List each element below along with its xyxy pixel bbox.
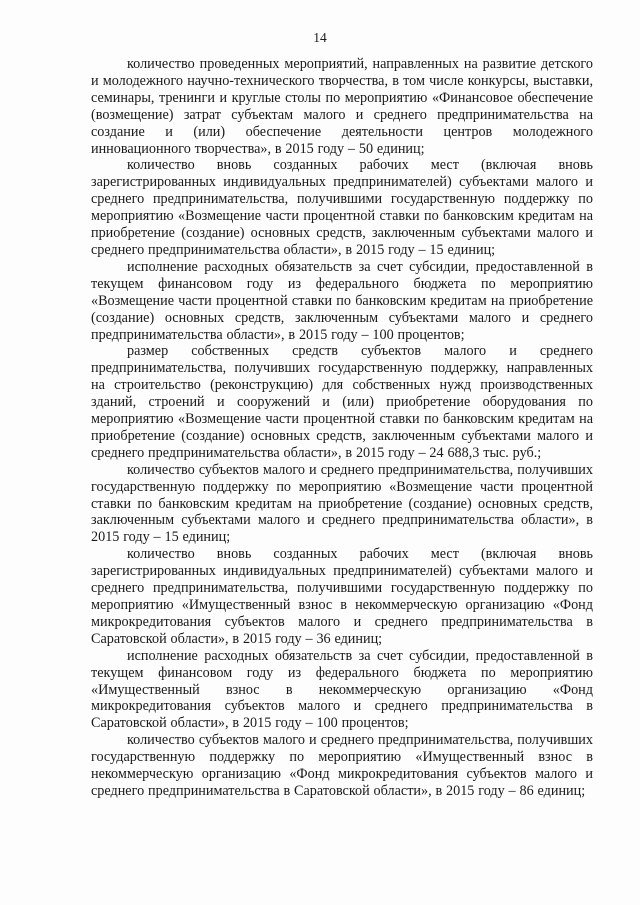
paragraph-subsidy-execution-microcredit: исполнение расходных обязательств за счет субсидии, предоставленной в текущем финансовом году из федерального бюджета по мероприятию «Имущественный взнос в некоммерческую организацию «Фонд микрокредитования субъектов малого и среднего предпринимательства в Саратовской области», в 2015 году – 100 процентов; bbox=[91, 647, 593, 732]
paragraph-subsidy-execution-interest-rate: исполнение расходных обязательств за счет субсидии, предоставленной в текущем финансовом году из федерального бюджета по мероприятию «Возмещение части процентной ставки по банковским кредитам на приобретение (создание) основных средств, заключенным субъектами малого и среднего предпринимательства области», в 2015 году – 100 процентов; bbox=[91, 258, 593, 343]
document-body bbox=[91, 56, 593, 800]
paragraph-jobs-microcredit-fund: количество вновь созданных рабочих мест (включая вновь зарегистрированных индивидуальных предпринимателей) субъектами малого и среднего предпринимательства, получившими государственную поддержку по мероприятию «Имущественный взнос в некоммерческую организацию «Фонд микрокредитования субъектов малого и среднего предпринимательства в Саратовской области», в 2015 году – 36 единиц; bbox=[91, 546, 593, 647]
paragraph-own-funds-amount: размер собственных средств субъектов малого и среднего предпринимательства, получивших государственную поддержку, направленных на строительство (реконструкцию) для собственных нужд производственных зданий, строений и сооружений и (или) приобретение оборудования по мероприятию «Возмещение части процентной ставки по банковским кредитам на приобретение (создание) основных средств, заключенным субъектами малого и среднего предпринимательства области», в 2015 году – 24 688,3 тыс. руб.; bbox=[91, 343, 593, 461]
paragraph-youth-creativity-events: количество проведенных мероприятий, направленных на развитие детского и молодежного научно-технического творчества, в том числе конкурсы, выставки, семинары, тренинги и круглые столы по мероприятию «Финансовое обеспечение (возмещение) затрат субъектам малого и среднего предпринимательства на создание и (или) обеспечение деятельности центров молодежного инновационного творчества», в 2015 году – 50 единиц; bbox=[91, 56, 593, 157]
paragraph-supported-entities-microcredit: количество субъектов малого и среднего предпринимательства, получивших государственную поддержку по мероприятию «Имущественный взнос в некоммерческую организацию «Фонд микрокредитования субъектов малого и среднего предпринимательства в Саратовской области», в 2015 году – 86 единиц; bbox=[91, 732, 593, 799]
paragraph-supported-entities-interest-rate: количество субъектов малого и среднего предпринимательства, получивших государственную поддержку по мероприятию «Возмещение части процентной ставки по банковским кредитам на приобретение (создание) основных средств, заключенным субъектами малого и среднего предпринимательства области», в 2015 году – 15 единиц; bbox=[91, 461, 593, 546]
paragraph-jobs-interest-rate-measure: количество вновь созданных рабочих мест (включая вновь зарегистрированных индивидуальных предпринимателей) субъектами малого и среднего предпринимательства, получившими государственную поддержку по мероприятию «Возмещение части процентной ставки по банковским кредитам на приобретение (создание) основных средств, заключенным субъектами малого и среднего предпринимательства области», в 2015 году – 15 единиц; bbox=[91, 157, 593, 258]
page-number: 14 bbox=[313, 30, 327, 45]
